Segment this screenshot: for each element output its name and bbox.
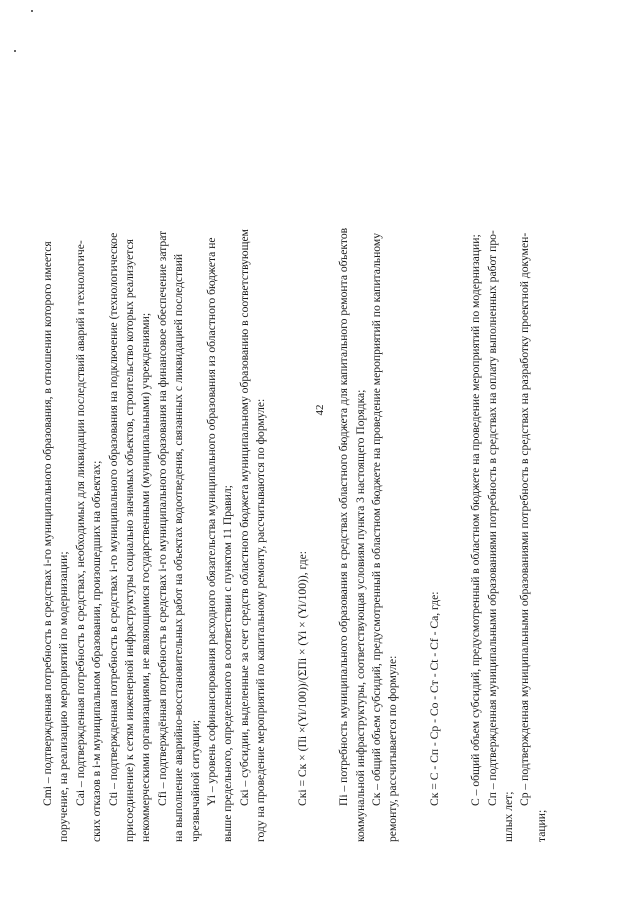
text-line: Cк – общий объем субсидий, предусмотренный в областном бюджете на проведение мероприятий по капитальному <box>369 233 383 806</box>
text-line: на выполнение аварийно-восстановительных работ на объектах водоотведения, связанных с ликвидацией последствий <box>172 253 186 842</box>
text-line: Cп – подтвержденная муниципальными образованиями потребность в средствах на оплату выполненных работ про- <box>485 230 499 806</box>
text-line: C – общий объем субсидий, предусмотренный в областном бюджете на проведение мероприятий по модернизации; <box>469 234 483 806</box>
text-line: некоммерческими организациями, не являющимися государственными (муниципальными) учреждениями; <box>139 312 153 842</box>
text-line: Cр – подтвержденная муниципальными образованиями потребность в средствах на разработку проектной докумен- <box>518 232 532 806</box>
document-body <box>40 62 600 842</box>
text-line: выше предельного, определенного в соответствии с пунктом 11 Правил; <box>221 485 235 842</box>
text-line: Cкi – субсидии, выделенные за счет средств областного бюджета муниципальному образованию в соответствующем <box>237 228 251 806</box>
text-line: Пi – потребность муниципального образования в средствах областного бюджета для капитального ремонта объектов <box>337 227 351 806</box>
blank-line <box>270 62 286 842</box>
text-line: ских отказов в i-м муниципальном образовании, произошедших на объектах; <box>90 460 104 842</box>
text-line: чрезвычайной ситуации; <box>188 720 202 842</box>
text-line: Cti – подтвержденная потребность в средствах i-го муниципального образования на подключение (технологическое <box>106 232 120 806</box>
text-line: коммунальной инфраструктуры, соответствующая условиям пункта 3 настоящего Порядка; <box>353 389 367 842</box>
blank-line <box>320 62 336 842</box>
scan-speck <box>14 50 16 52</box>
text-line: поручение, на реализацию мероприятий по модернизации; <box>57 551 71 842</box>
text-line: шлых лет; <box>501 791 515 842</box>
text-line: Yi – уровень софинансирования расходного обязательства муниципального образования из областного бюджета не <box>205 237 219 806</box>
text-line: году на проведение мероприятий по капитальному ремонту, рассчитываются по формуле: <box>254 398 268 842</box>
text-line: Cai – подтвержденная потребность в средствах, необходимых для ликвидации последствий аварий и технологиче- <box>73 240 87 806</box>
text-line: Cmi – подтвержденная потребность в средствах i-го муниципального образования, в отношении которого имеется <box>41 241 54 806</box>
scan-speck <box>31 10 33 12</box>
text-line: Cfi – подтверждённая потребность в средствах i-го муниципального образования на финансовое обеспечение затрат <box>155 230 169 806</box>
text-line: присоединение) к сетям инженерной инфраструктуры социально значимых объектов, строительство которых реализуется <box>123 239 137 842</box>
blank-line <box>452 62 468 842</box>
page-number: 42 <box>314 404 326 416</box>
text-line: ремонту, рассчитывается по формуле: <box>386 655 400 842</box>
blank-line <box>402 62 418 842</box>
formula-line: Cк = C - Cп - Cр - Co - Cт - Ct - Cf - Ca, где: <box>427 591 441 806</box>
formula-line: Cкi = Cк × (Пi ×(Yi/100))/(ΣПi × (Yi × (Yi/100)), где: <box>295 551 309 806</box>
text-line: тации; <box>534 809 548 842</box>
